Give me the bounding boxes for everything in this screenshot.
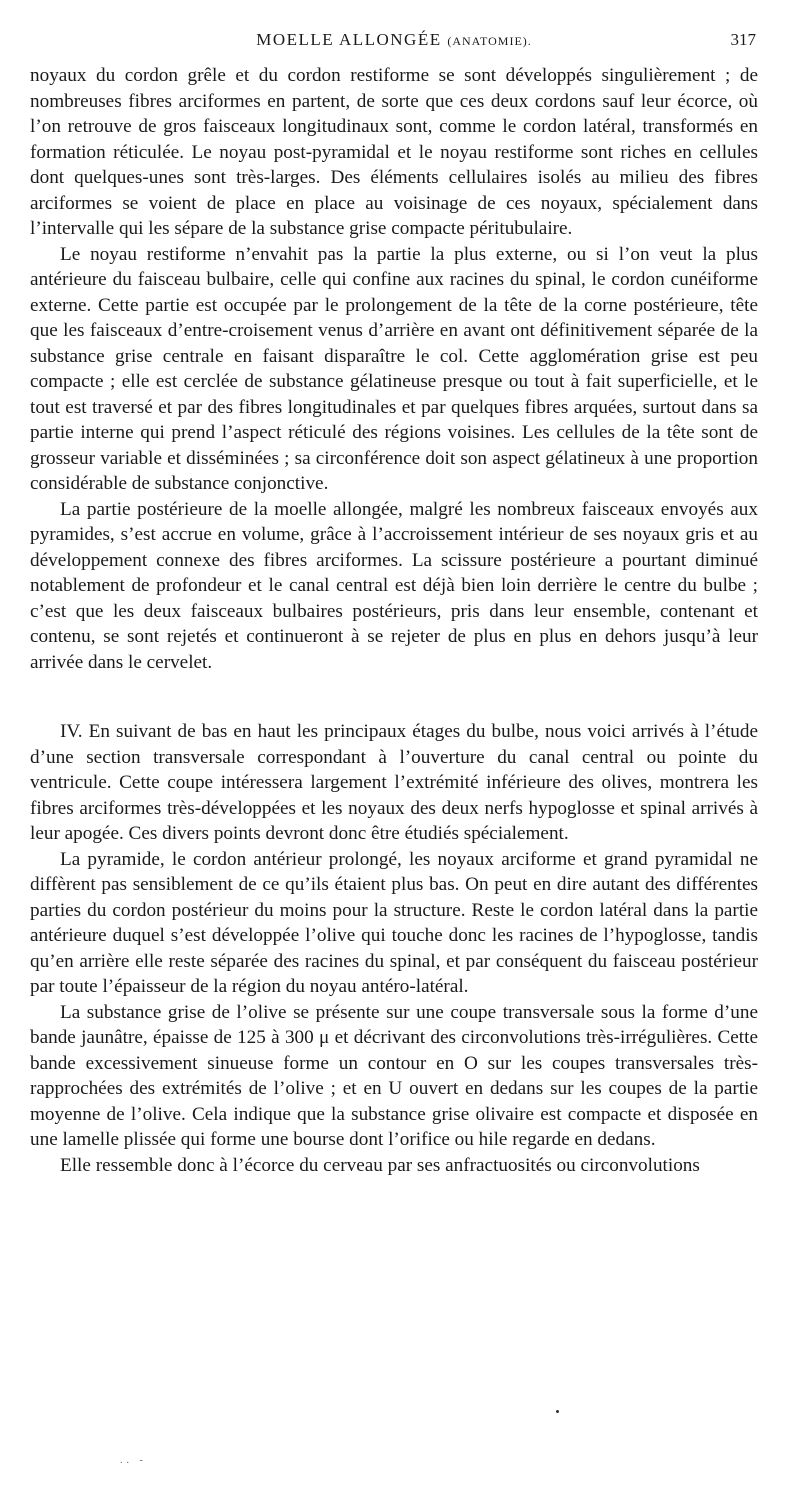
page-number: 317: [730, 30, 756, 49]
running-title: [30, 30, 758, 50]
paragraph-7: Elle ressemble donc à l’écorce du cerveau par ses anfractuosités ou circonvolutions: [60, 1154, 700, 1176]
body-text: [30, 63, 758, 1178]
running-title-main: MOELLE ALLONGÉE: [256, 30, 442, 49]
footer-marks: .. -: [120, 1455, 147, 1466]
paragraph-6: La substance grise de l’olive se présente sur une coupe transversale sous la forme d’une bande jaunâtre, épaisse de 125 à 300 μ et décrivant des circonvolutions très-irrégulières. Cette bande excessivement sinueuse forme un contour en O sur les coupes transversales très-rapprochées des extrémités de l’olive ; et en U ouvert en dedans sur les coupes de la partie moyenne de l’olive. Cela indique que la substance grise olivaire est compacte et disposée en une lamelle plissée qui forme une bourse dont l’orifice ou hile regarde en dedans.: [30, 1001, 758, 1150]
running-title-section: (ANATOMIE).: [447, 34, 532, 48]
paragraph-2: Le noyau restiforme n’envahit pas la partie la plus externe, ou si l’on veut la plus antérieure du faisceau bulbaire, celle qui confine aux racines du spinal, le cordon cunéiforme externe. Cette partie est occupée par le prolongement de la tête de la corne postérieure, tête que les faisceaux d’entre-croisement venus d’arrière en avant ont définitivement séparée de la substance grise centrale en faisant disparaître le col. Cette agglomération grise est peu compacte ; elle est cerclée de substance gélatineuse presque ou tout à fait superficielle, et le tout est traversé et par des fibres longitudinales et par quelques fibres arquées, surtout dans sa partie interne qui prend l’aspect réticulé des régions voisines. Les cellules de la tête sont de grosseur variable et disséminées ; sa circonférence doit son aspect gélatineux à une proportion considérable de substance conjonctive.: [30, 243, 758, 494]
paragraph-5: La pyramide, le cordon antérieur prolongé, les noyaux arciforme et grand pyramidal ne diffèrent pas sensiblement de ce qu’ils étaient plus bas. On peut en dire autant des différentes parties du cordon postérieur du moins pour la structure. Reste le cordon latéral dans la partie antérieure duquel s’est développée l’olive qui touche donc les racines de l’hypoglosse, tandis qu’en arrière elle reste séparée des racines du spinal, et par conséquent du faisceau postérieur par toute l’épaisseur de la région du noyau antéro-latéral.: [30, 848, 758, 997]
paragraph-section-iv: IV. En suivant de bas en haut les principaux étages du bulbe, nous voici arrivés à l’étude d’une section transversale correspondant à l’ouverture du canal central ou pointe du ventricule. Cette coupe intéressera largement l’extrémité inférieure des olives, montrera les fibres arciformes très-développées et les noyaux des deux nerfs hypoglosse et spinal arrivés à leur apogée. Ces divers points devront donc être étudiés spécialement.: [30, 721, 758, 844]
page-header: [30, 30, 758, 58]
paragraph-1: noyaux du cordon grêle et du cordon restiforme se sont développés singulièrement ; de nombreuses fibres arciformes en partent, de sorte que ces deux cordons sauf leur écorce, où l’on retrouve de gros faisceaux longitudinaux sont, comme le cordon latéral, transformés en formation réticulée. Le noyau post-pyramidal et le noyau restiforme sont riches en cellules dont quelques-unes sont très-larges. Des éléments cellulaires isolés au milieu des fibres arciformes se voient de place en place au voisinage de ces noyaux, spécialement dans l’intervalle qui les sépare de la substance grise compacte péritubulaire.: [30, 65, 758, 239]
paragraph-3: La partie postérieure de la moelle allongée, malgré les nombreux faisceaux envoyés aux pyramides, s’est accrue en volume, grâce à l’accroissement intérieur de ses noyaux gris et au développement connexe des fibres arciformes. La scissure postérieure a pourtant diminué notablement de profondeur et le canal central est déjà bien loin derrière le centre du bulbe ; c’est que les deux faisceaux bulbaires postérieurs, pris dans leur ensemble, contenant et contenu, se sont rejetés et continueront à se rejeter de plus en plus en dehors jusqu’à leur arrivée dans le cervelet.: [30, 498, 758, 673]
ink-speck: [556, 1410, 559, 1413]
section-gap: [30, 675, 758, 719]
